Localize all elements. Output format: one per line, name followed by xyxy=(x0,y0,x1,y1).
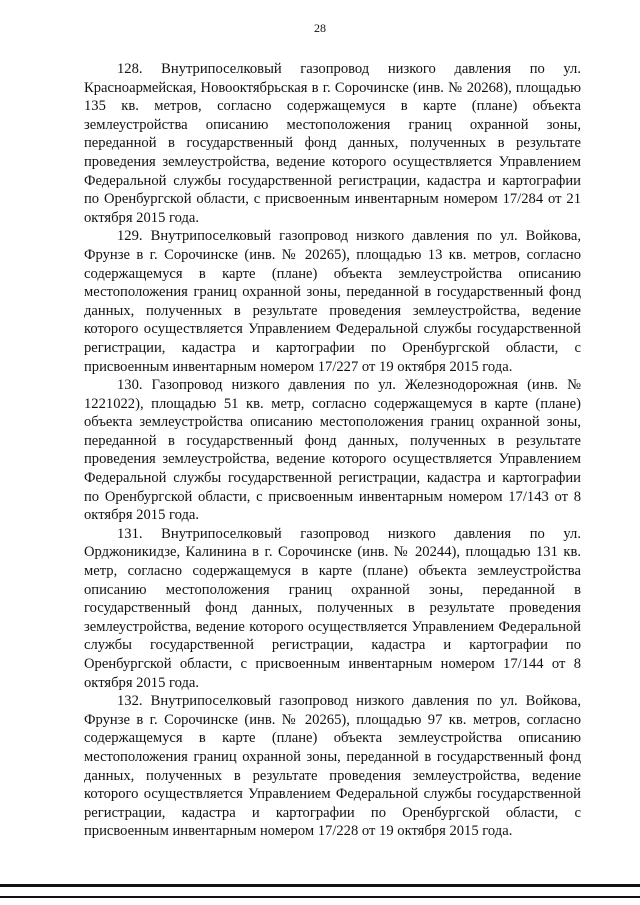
paragraph-128: 128. Внутрипоселковый газопровод низкого давления по ул. Красноармейская, Новооктябрьская в г. Сорочинске (инв. № 20268), площадью 135 кв. метров, согласно содержащемуся в карте (плане) объекта землеустройства описанию местоположения границ охранной зоны, переданной в государственный фонд данных, полученных в результате проведения землеустройства, ведение которого осуществляется Управлением Федеральной службы государственной регистрации, кадастра и картографии по Оренбургской области, с присвоенным инвентарным номером 17/284 от 21 октября 2015 года. xyxy=(84,61,581,226)
paragraph-132: 132. Внутрипоселковый газопровод низкого давления по ул. Войкова, Фрунзе в г. Сорочинске (инв. № 20265), площадью 97 кв. метров, согласно содержащемуся в карте (плане) объекта землеустройства описанию местоположения границ охранной зоны, переданной в государственный фонд данных, полученных в результате проведения землеустройства, ведение которого осуществляется Управлением Федеральной службы государственной регистрации, кадастра и картографии по Оренбургской области, с присвоенным инвентарным номером 17/228 от 19 октября 2015 года. xyxy=(84,693,581,840)
paragraph-131: 131. Внутрипоселковый газопровод низкого давления по ул. Орджоникидзе, Калинина в г. Сорочинске (инв. № 20244), площадью 131 кв. метр, согласно содержащемуся в карте (плане) объекта землеустройства описанию местоположения границ охранной зоны, переданной в государственный фонд данных, полученных в результате проведения землеустройства, ведение которого осуществляется Управлением Федеральной службы государственной регистрации, кадастра и картографии по Оренбургской области, с присвоенным инвентарным номером 17/144 от 8 октября 2015 года. xyxy=(84,525,581,691)
page-number: 28 xyxy=(314,21,326,35)
page-bottom-border xyxy=(0,884,640,887)
document-body xyxy=(84,60,581,841)
paragraph-130: 130. Газопровод низкого давления по ул. Железнодорожная (инв. № 1221022), площадью 51 кв. метр, согласно содержащемуся в карте (плане) объекта землеустройства описанию местоположения границ охранной зоны, переданной в государственный фонд данных, полученных в результате проведения землеустройства, ведение которого осуществляется Управлением Федеральной службы государственной регистрации, кадастра и картографии по Оренбургской области, с присвоенным инвентарным номером 17/143 от 8 октября 2015 года. xyxy=(84,377,581,524)
paragraph-129: 129. Внутрипоселковый газопровод низкого давления по ул. Войкова, Фрунзе в г. Сорочинске (инв. № 20265), площадью 13 кв. метров, согласно содержащемуся в карте (плане) объекта землеустройства описанию местоположения границ охранной зоны, переданной в государственный фонд данных, полученных в результате проведения землеустройства, ведение которого осуществляется Управлением Федеральной службы государственной регистрации, кадастра и картографии по Оренбургской области, с присвоенным инвентарным номером 17/227 от 19 октября 2015 года. xyxy=(84,228,581,375)
page-bottom-border-secondary xyxy=(0,896,640,898)
